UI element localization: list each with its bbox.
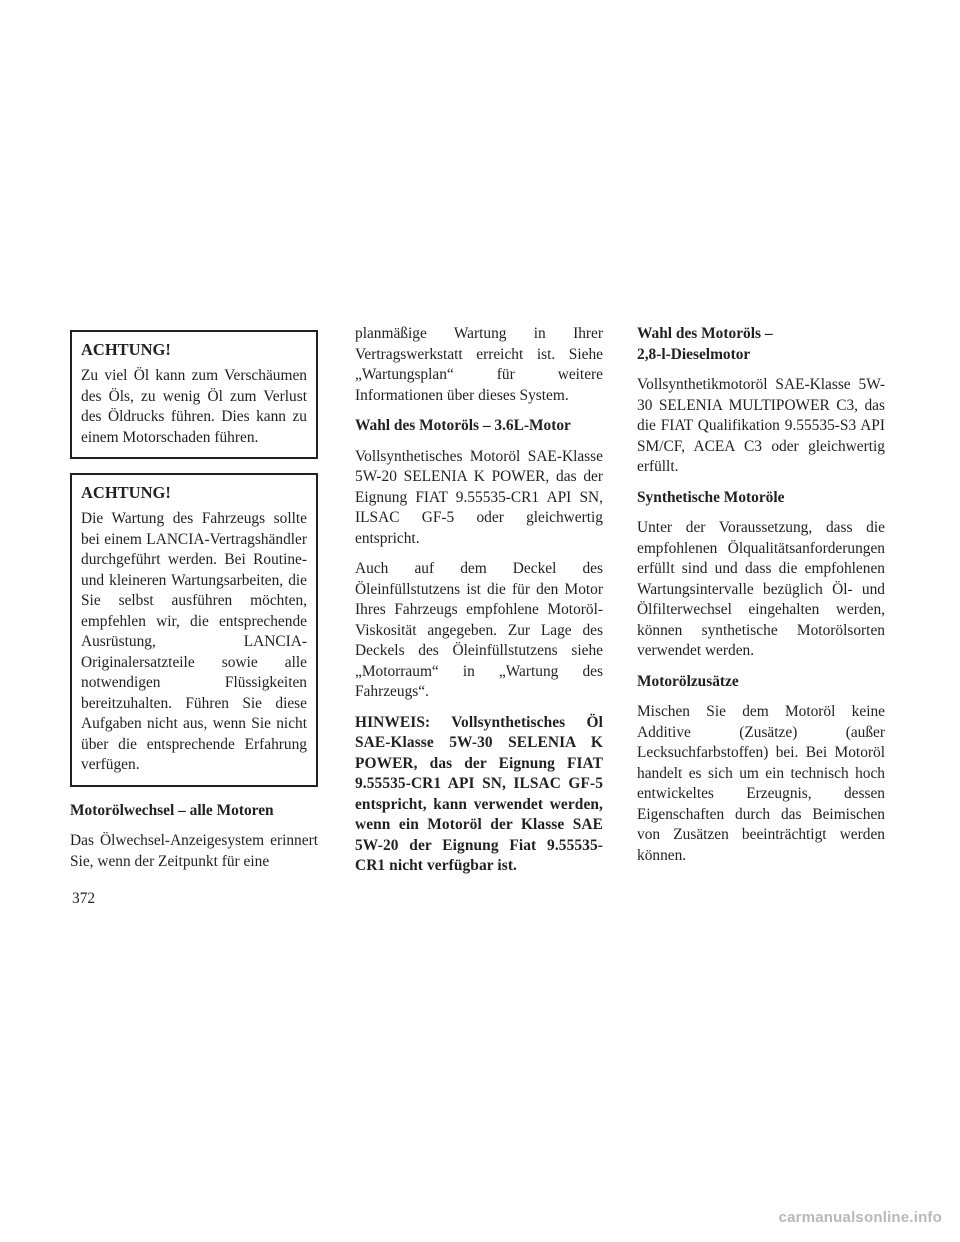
- right-column: [637, 324, 885, 876]
- section-heading-oil-diesel: [637, 324, 885, 365]
- left-column: [70, 330, 318, 882]
- section-heading-oil-change: Motorölwechsel – alle Motoren: [70, 801, 274, 819]
- paragraph-oil-change: Das Ölwechsel-Anzeigesystem erinnert Sie, wenn der Zeitpunkt für eine: [70, 832, 318, 870]
- heading-line-2: 2,8-l-Dieselmotor: [637, 345, 751, 363]
- page-number: 372: [72, 890, 96, 907]
- paragraph-continued: planmäßige Wartung in Ihrer Vertragswerkstatt erreicht ist. Siehe „Wartungsplan“ für weitere Informationen über dieses System.: [355, 325, 603, 404]
- warning-text: Die Wartung des Fahrzeugs sollte bei einem LANCIA-Vertragshändler durchgeführt werden. Bei Routine- und kleineren Wartungsarbeiten, die Sie selbst ausführen möchten, empfehlen wir, die entsprechende Ausrüstung, LANCIA-Originalersatzteile sowie alle notwendigen Flüssigkeiten bereitzuhalten. Führen Sie diese Aufgaben nicht aus, wenn Sie nicht über die entsprechende Erfahrung verfügen.: [81, 510, 307, 773]
- paragraph-filler-cap: Auch auf dem Deckel des Öleinfüllstutzens ist die für den Motor Ihres Fahrzeugs empfohlene Motoröl-Viskosität angegeben. Zur Lage des Deckels des Öleinfüllstutzens siehe „Motorraum“ in „Wartung des Fahrzeugs“.: [355, 560, 603, 700]
- heading-line-1: Wahl des Motoröls –: [637, 325, 773, 342]
- section-heading-additives: Motorölzusätze: [637, 672, 739, 690]
- paragraph-additives: Mischen Sie dem Motoröl keine Additive (Zusätze) (außer Lecksuchfarbstoffen) bei. Bei Motoröl handelt es sich um ein technisch hoch entwickeltes Erzeugnis, dessen Eigenschaften durch das Beimischen von Zusätzen beeinträchtigt werden können.: [637, 703, 885, 864]
- warning-box-oil-level: [70, 330, 318, 459]
- paragraph-oil-spec-3-6l: Vollsynthetisches Motoröl SAE-Klasse 5W-20 SELENIA K POWER, das der Eignung FIAT 9.55535-CR1 API SN, ILSAC GF-5 oder gleichwertig entspricht.: [355, 447, 603, 547]
- note-paragraph: HINWEIS: Vollsynthetisches Öl SAE-Klasse 5W-30 SELENIA K POWER, das der Eignung FIAT 9.55535-CR1 API SN, ILSAC GF-5 entspricht, kann verwendet werden, wenn ein Motoröl der Klasse SAE 5W-20 der Eignung Fiat 9.55535-CR1 nicht verfügbar ist.: [355, 713, 603, 874]
- middle-column: [355, 324, 603, 887]
- warning-title: ACHTUNG!: [81, 483, 171, 502]
- paragraph-synthetic: Unter der Voraussetzung, dass die empfohlenen Ölqualitätsanforderungen erfüllt sind und dass die empfohlenen Wartungsintervalle bezüglich Öl- und Ölfilterwechsel eingehalten werden, können synthetische Motorölsorten verwendet werden.: [637, 519, 885, 659]
- paragraph-oil-spec-diesel: Vollsynthetikmotoröl SAE-Klasse 5W-30 SELENIA MULTIPOWER C3, das die FIAT Qualifikation 9.55535-S3 API SM/CF, ACEA C3 oder gleichwertig erfüllt.: [637, 376, 885, 475]
- warning-box-maintenance: [70, 473, 318, 787]
- section-heading-oil-3-6l: Wahl des Motoröls – 3.6L-Motor: [355, 417, 571, 434]
- warning-text: Zu viel Öl kann zum Verschäumen des Öls, zu wenig Öl zum Verlust des Öldrucks führen. Dies kann zu einem Motorschaden führen.: [81, 367, 307, 446]
- section-heading-synthetic: Synthetische Motoröle: [637, 488, 785, 506]
- warning-title: ACHTUNG!: [81, 340, 171, 359]
- watermark: carmanualsonline.info: [778, 1209, 942, 1226]
